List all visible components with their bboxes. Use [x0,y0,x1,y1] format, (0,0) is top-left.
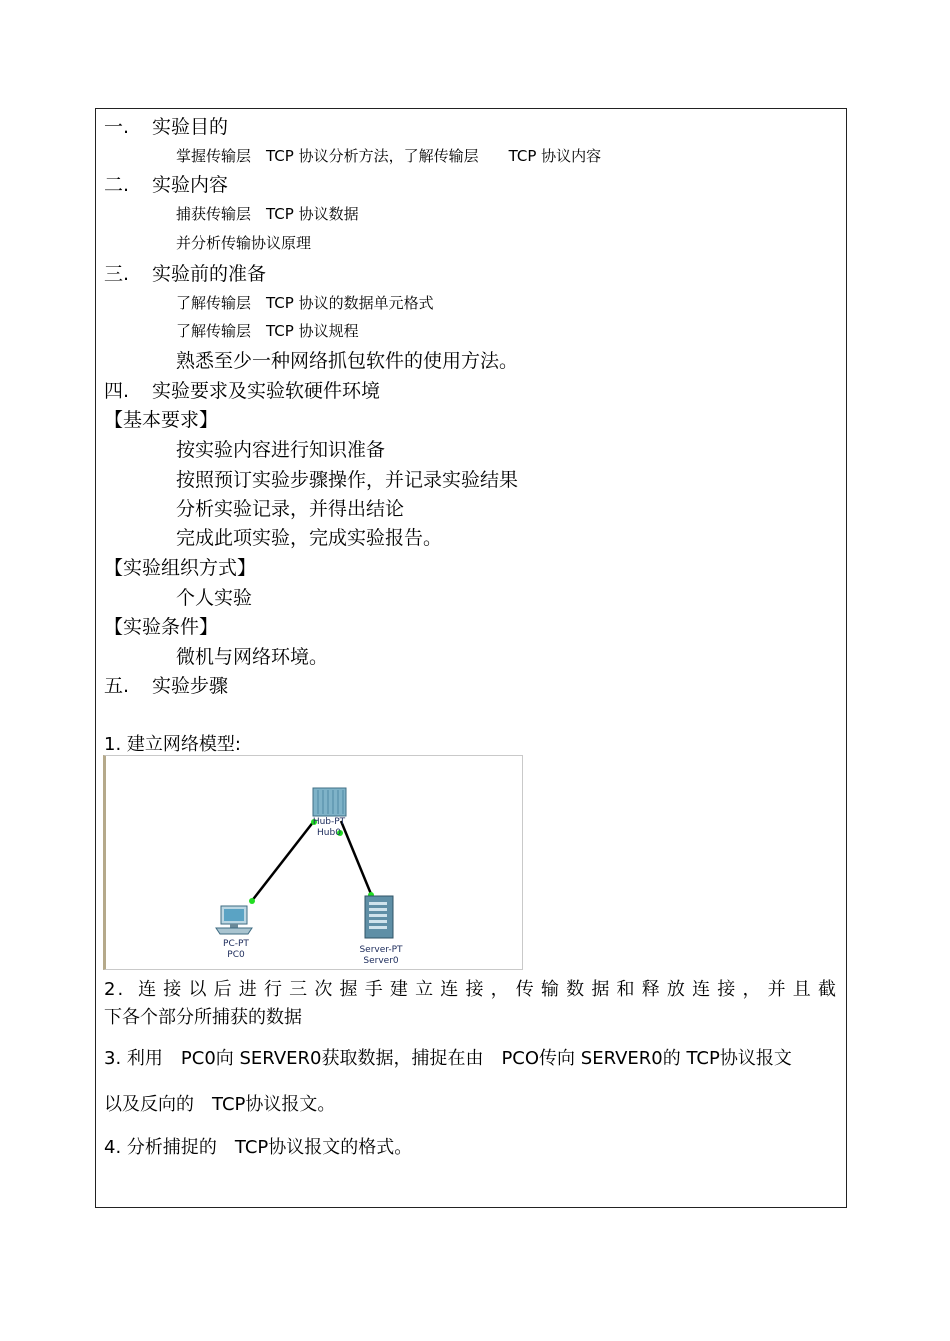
hub-name-label: Hub0 [317,828,341,838]
content-item: 并分析传输协议原理 [176,234,312,252]
section-title: 实验内容 [152,174,229,196]
section-1-heading [104,112,228,139]
section-number: 一. [104,116,130,138]
network-topology-figure [103,755,523,970]
org-heading: 【实验组织方式】 [104,557,257,579]
link-hub-server [341,821,371,894]
section-4-heading [104,376,380,403]
step-3-line-2: 以及反向的 TCP协议报文。 [104,1094,336,1115]
section-number: 三. [104,263,130,285]
cond-heading: 【实验条件】 [104,616,219,638]
prep-item: 了解传输层 TCP 协议规程 [176,322,359,340]
basic-req-heading: 【基本要求】 [104,409,219,431]
prep-item: 熟悉至少一种网络抓包软件的使用方法。 [176,350,519,372]
basic-req-item: 按实验内容进行知识准备 [176,439,386,461]
step-2-line-2: 下各个部分所捕获的数据 [104,1007,302,1028]
basic-req-item: 按照预订实验步骤操作，并记录实验结果 [176,469,519,491]
section-title: 实验目的 [152,116,229,138]
prep-item: 了解传输层 TCP 协议的数据单元格式 [176,294,434,312]
port-light [249,898,255,904]
server-type-label: Server-PT [359,945,403,955]
network-topology-svg [106,756,526,971]
hub-icon[interactable] [313,788,346,816]
hub-type-label: Hub-PT [312,817,346,827]
basic-req-item: 分析实验记录，并得出结论 [176,498,405,520]
section-number: 二. [104,174,130,196]
step-1: 1. 建立网络模型: [104,734,241,755]
basic-req-item: 完成此项实验，完成实验报告。 [176,527,443,549]
section-title: 实验要求及实验软硬件环境 [152,380,381,402]
section-title: 实验前的准备 [152,263,267,285]
step-3-line-1: 3. 利用 PC0向 SERVER0获取数据，捕捉在由 PCO传向 SERVER0的 TCP协议报文 [104,1048,792,1069]
pc-type-label: PC-PT [223,939,249,949]
step-2-line-1: 2. 连接以后进行三次握手建立连接，传输数据和释放连接，并且截 [104,979,838,1000]
org-item: 个人实验 [176,587,253,609]
server-icon[interactable] [365,896,393,938]
server-name-label: Server0 [363,956,399,966]
section-number: 五. [104,675,130,697]
step-4: 4. 分析捕捉的 TCP协议报文的格式。 [104,1137,413,1158]
section-title: 实验步骤 [152,675,229,697]
pc-icon[interactable] [216,906,252,934]
section-number: 四. [104,380,130,402]
content-item: 捕获传输层 TCP 协议数据 [176,205,359,223]
section-2-heading [104,170,228,197]
link-hub-pc [251,821,314,902]
cond-item: 微机与网络环境。 [176,646,329,668]
objective-text: 掌握传输层 TCP 协议分析方法，了解传输层 TCP 协议内容 [176,147,602,165]
section-3-heading [104,259,266,286]
section-5-heading [104,671,228,698]
pc-name-label: PC0 [227,950,245,960]
